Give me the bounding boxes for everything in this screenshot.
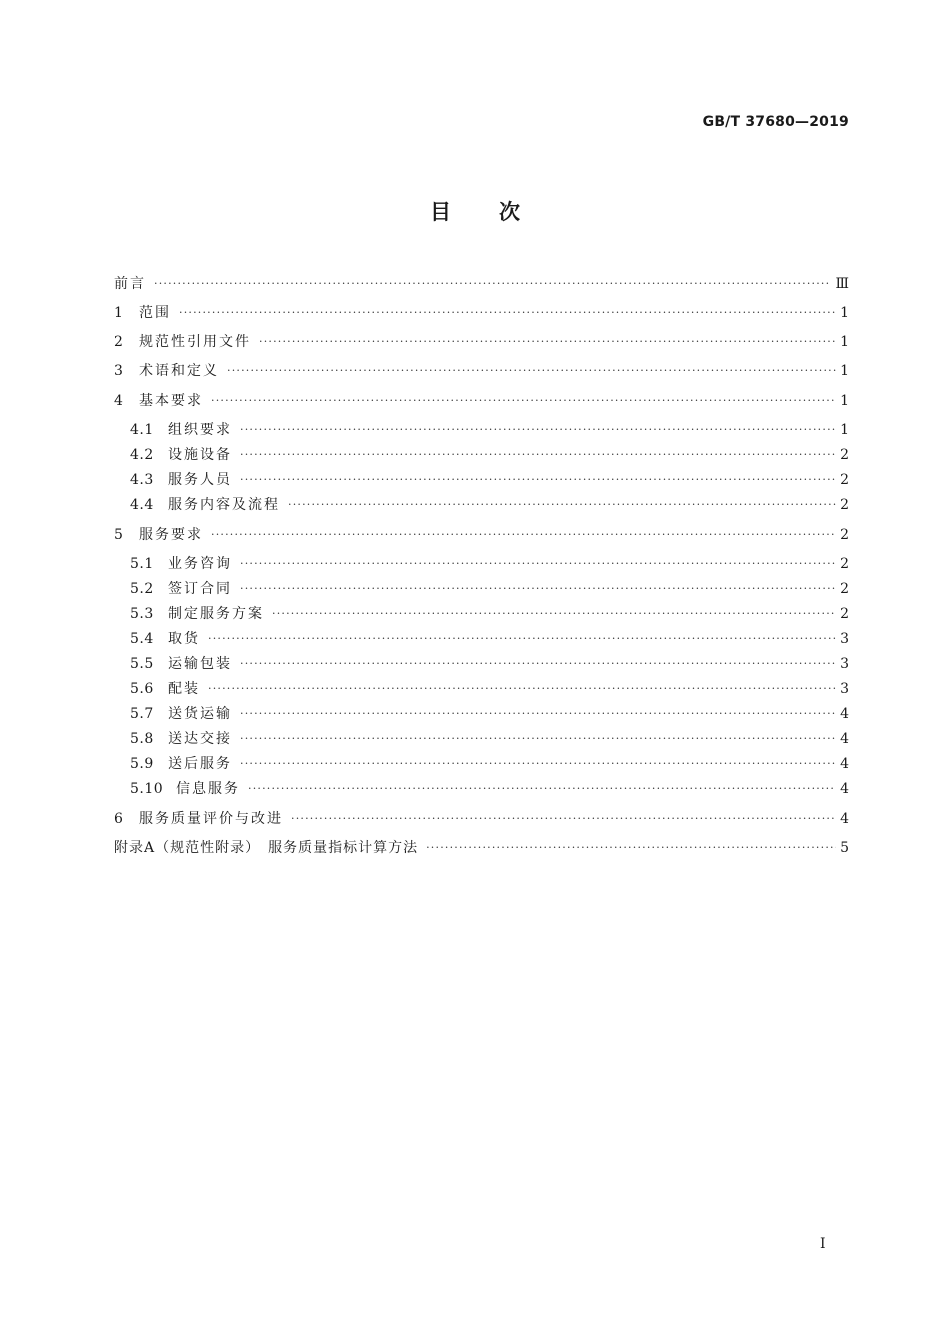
toc-entry-label: 附录A（规范性附录） 服务质量指标计算方法: [114, 840, 419, 856]
toc-entry-5[interactable]: [114, 525, 849, 545]
leader-dots: [208, 679, 836, 699]
toc-entry-page: 1: [840, 393, 849, 409]
toc-entry-page: 4: [840, 781, 849, 797]
toc-entry-label: 范围: [139, 305, 171, 321]
toc-entry-number: 4.3: [130, 472, 154, 488]
toc-entry-label: 签订合同: [168, 581, 232, 597]
toc-entry-page: 3: [840, 631, 849, 647]
leader-dots: [240, 470, 836, 490]
toc-entry-label: 前言: [114, 276, 146, 292]
toc-entry-5-3[interactable]: [130, 604, 849, 624]
leader-dots: [208, 629, 836, 649]
toc-entry-page: Ⅲ: [835, 276, 849, 292]
toc-entry-5-2[interactable]: [130, 579, 849, 599]
leader-dots: [240, 554, 836, 574]
leader-dots: [240, 729, 836, 749]
toc-entry-number: 5.1: [130, 556, 154, 572]
toc-entry-label: 运输包装: [168, 656, 232, 672]
leader-dots: [288, 495, 836, 515]
toc-entry-number: 5: [114, 527, 124, 543]
toc-entry-label: 术语和定义: [139, 363, 219, 379]
toc-entry-number: 5.8: [130, 731, 154, 747]
leader-dots: [154, 274, 831, 294]
toc-entry-number: 5.3: [130, 606, 154, 622]
toc-entry-label: 服务人员: [168, 472, 232, 488]
toc-entry-4-2[interactable]: [130, 445, 849, 465]
toc-entry-number: 5.4: [130, 631, 154, 647]
toc-entry-page: 3: [840, 681, 849, 697]
leader-dots: [272, 604, 836, 624]
toc-entry-page: 2: [840, 497, 849, 513]
toc-entry-page: 4: [840, 811, 849, 827]
toc-entry-5-5[interactable]: [130, 654, 849, 674]
leader-dots: [240, 579, 836, 599]
leader-dots: [240, 704, 836, 724]
toc-entry-number: 5.2: [130, 581, 154, 597]
toc-entry-page: 3: [840, 656, 849, 672]
toc-entry-5-8[interactable]: [130, 729, 849, 749]
toc-entry-number: 5.9: [130, 756, 154, 772]
toc-entry-4-1[interactable]: [130, 420, 849, 440]
toc-entry-number: 2: [114, 334, 124, 350]
toc-entry-label: 设施设备: [168, 447, 232, 463]
toc-entry-5-9[interactable]: [130, 754, 849, 774]
toc-entry-page: 4: [840, 731, 849, 747]
toc-entry-label: 送货运输: [168, 706, 232, 722]
toc-entry-5-7[interactable]: [130, 704, 849, 724]
toc-entry-page: 2: [840, 606, 849, 622]
leader-dots: [426, 838, 836, 858]
toc-entry-page: 2: [840, 556, 849, 572]
leader-dots: [240, 654, 836, 674]
toc-entry-label: 送后服务: [168, 756, 232, 772]
leader-dots: [211, 525, 836, 545]
toc-entry-number: 6: [114, 811, 124, 827]
toc-entry-page: 5: [840, 840, 849, 856]
toc-entry-number: 4: [114, 393, 124, 409]
toc-entry-page: 1: [840, 422, 849, 438]
toc-entry-number: 4.1: [130, 422, 154, 438]
toc-entry-5-10[interactable]: [130, 779, 849, 799]
toc-entry-page: 2: [840, 447, 849, 463]
toc-entry-number: 4.2: [130, 447, 154, 463]
toc-entry-page: 2: [840, 527, 849, 543]
toc-entry-label: 送达交接: [168, 731, 232, 747]
toc-entry-4-4[interactable]: [130, 495, 849, 515]
leader-dots: [227, 361, 836, 381]
leader-dots: [179, 303, 836, 323]
toc-entry-page: 2: [840, 581, 849, 597]
toc-entry-1[interactable]: [114, 303, 849, 323]
toc-entry-label: 基本要求: [139, 393, 203, 409]
toc-entry-page: 4: [840, 756, 849, 772]
toc-entry-label: 服务质量评价与改进: [139, 811, 283, 827]
toc-entry-preface[interactable]: [114, 274, 849, 294]
toc-entry-label: 信息服务: [176, 781, 240, 797]
leader-dots: [248, 779, 836, 799]
page-folio: Ⅰ: [820, 1236, 826, 1252]
toc-entry-number: 5.6: [130, 681, 154, 697]
toc-entry-page: 1: [840, 334, 849, 350]
toc-entry-2[interactable]: [114, 332, 849, 352]
toc-entry-number: 1: [114, 305, 124, 321]
toc-entry-4[interactable]: [114, 391, 849, 411]
toc-entry-5-1[interactable]: [130, 554, 849, 574]
toc-entry-page: 4: [840, 706, 849, 722]
leader-dots: [240, 754, 836, 774]
toc-entry-number: 4.4: [130, 497, 154, 513]
toc-entry-label: 组织要求: [168, 422, 232, 438]
toc-title: 目次: [430, 200, 568, 224]
toc-entry-label: 业务咨询: [168, 556, 232, 572]
toc-entry-number: 5.10: [130, 781, 164, 797]
leader-dots: [240, 445, 836, 465]
toc-entry-page: 1: [840, 305, 849, 321]
toc-entry-number: 3: [114, 363, 124, 379]
toc-entry-number: 5.5: [130, 656, 154, 672]
toc-entry-label: 配装: [168, 681, 200, 697]
toc-entry-label: 服务要求: [139, 527, 203, 543]
toc-entry-5-6[interactable]: [130, 679, 849, 699]
leader-dots: [259, 332, 836, 352]
toc-entry-page: 1: [840, 363, 849, 379]
leader-dots: [211, 391, 836, 411]
toc-entry-3[interactable]: [114, 361, 849, 381]
toc-entry-label: 服务内容及流程: [168, 497, 280, 513]
toc-entry-label: 制定服务方案: [168, 606, 264, 622]
toc-entry-appendix-a[interactable]: [114, 838, 849, 858]
toc-entry-page: 2: [840, 472, 849, 488]
leader-dots: [240, 420, 836, 440]
standard-code: GB/T 37680—2019: [702, 114, 849, 130]
toc-entry-label: 规范性引用文件: [139, 334, 251, 350]
toc-entry-label: 取货: [168, 631, 200, 647]
toc-entry-5-4[interactable]: [130, 629, 849, 649]
toc-entry-4-3[interactable]: [130, 470, 849, 490]
toc-entry-number: 5.7: [130, 706, 154, 722]
toc-entry-6[interactable]: [114, 809, 849, 829]
leader-dots: [291, 809, 836, 829]
